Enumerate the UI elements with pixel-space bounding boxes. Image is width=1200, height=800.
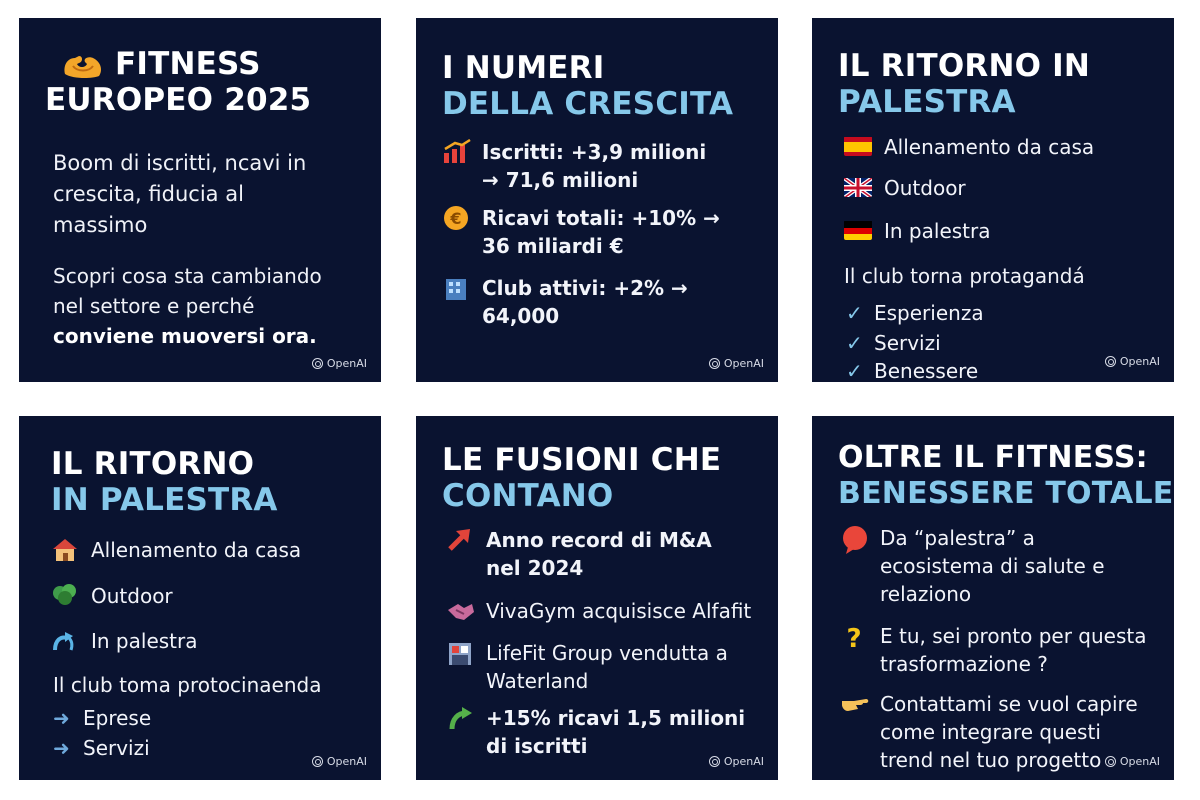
list-item: € Ricavi totali: +10% → 36 miliardi € <box>442 204 742 260</box>
title-line2: PALESTRA <box>838 84 1016 120</box>
title-line2: IN PALESTRA <box>51 482 278 518</box>
list-item: Club attivi: +2% → 64,000 <box>442 274 742 330</box>
svg-text:?: ? <box>846 624 862 651</box>
flexed-biceps-icon <box>61 52 105 80</box>
title-line1: IL RITORNO IN <box>838 48 1091 84</box>
germany-flag-icon <box>844 218 874 244</box>
title-line2: DELLA CRESCITA <box>442 86 734 122</box>
card-title <box>442 442 768 514</box>
card-numeri-crescita <box>416 18 778 382</box>
list-item: Allenamento da casa <box>844 133 1164 161</box>
checkmark-icon: ✓ <box>846 359 863 382</box>
cta-text: Scopri cosa sta cambiando nel settore e perché <box>53 264 322 318</box>
card-fusioni <box>416 416 778 780</box>
openai-logo-icon <box>1105 356 1116 367</box>
check-item: ✓ Servizi <box>846 331 941 355</box>
list-item: Allenamento da casa <box>51 536 371 564</box>
openai-footer: OpenAI <box>709 755 764 768</box>
openai-logo-icon <box>312 358 323 369</box>
building-icon <box>442 275 472 301</box>
running-arrows-icon <box>51 628 81 654</box>
question-mark-icon <box>840 623 870 649</box>
checkmark-icon: ✓ <box>846 301 863 325</box>
handshake-icon <box>446 598 476 624</box>
list-item: In palestra <box>51 627 371 655</box>
title-line2: CONTANO <box>442 478 614 514</box>
check-item: ✓ Esperienza <box>846 301 984 325</box>
list-item: Iscritti: +3,9 milioni → 71,6 milioni <box>442 138 712 194</box>
title-line2: BENESSERE TOTALE <box>838 476 1174 511</box>
euro-coin-icon <box>442 205 472 231</box>
list-item: +15% ricavi 1,5 milioni di iscritti <box>446 704 746 760</box>
card-title <box>51 446 371 518</box>
green-arrow-up-icon <box>446 705 476 731</box>
card-ritorno-palestra-a <box>812 18 1174 382</box>
arrow-right-icon: ➜ <box>53 706 70 730</box>
openai-logo-icon <box>709 756 720 767</box>
title-line1: I NUMERI <box>442 50 605 86</box>
list-item: VivaGym acquisisce Alfafit <box>446 597 776 625</box>
svg-text:€: € <box>450 209 462 228</box>
openai-logo-icon <box>709 358 720 369</box>
openai-footer: OpenAI <box>1105 355 1160 368</box>
list-item: Contattami se vuol capire come integrare questi trend nel tuo progetto <box>840 690 1160 774</box>
card-ritorno-palestra-b <box>19 416 381 780</box>
list-item: Da “palestra” a ecosistema di salute e relaziono <box>840 524 1120 608</box>
card-title <box>838 48 1164 120</box>
title-line1: LE FUSIONI CHE <box>442 442 722 478</box>
bar-chart-up-icon <box>442 139 472 165</box>
checkmark-icon: ✓ <box>846 331 863 355</box>
card-note: Il club torna protagandá <box>844 264 1085 288</box>
title-line1: OLTRE IL FITNESS: <box>838 440 1148 475</box>
card-note: Il club toma protocinaenda <box>53 673 322 697</box>
list-item: ? E tu, sei pronto per questa trasformazione ? <box>840 622 1160 678</box>
list-item: Outdoor <box>51 582 371 610</box>
card-title <box>838 440 1174 512</box>
uk-flag-icon <box>844 175 874 201</box>
check-item: ✓ Benessere <box>846 357 978 382</box>
card-benessere-totale <box>812 416 1174 780</box>
red-arrow-up-icon <box>446 527 476 553</box>
pointing-hand-icon <box>840 691 870 717</box>
openai-footer: OpenAI <box>709 357 764 370</box>
title-line1: IL RITORNO <box>51 446 255 482</box>
gym-building-icon <box>446 640 476 666</box>
card-subtitle: Boom di iscritti, ncavi in crescita, fiducia al massimo <box>53 151 307 237</box>
card-title <box>45 46 371 118</box>
arrow-right-icon: ➜ <box>53 736 70 760</box>
openai-footer: OpenAI <box>312 357 367 370</box>
openai-footer: OpenAI <box>1105 755 1160 768</box>
list-item: Outdoor <box>844 174 1164 202</box>
card-title <box>442 50 768 122</box>
arrow-item: ➜ Eprese <box>53 706 152 730</box>
list-item: LifeFit Group vendutta a Waterland <box>446 639 766 695</box>
list-item: Anno record di M&A nel 2024 <box>446 526 746 582</box>
house-icon <box>51 537 81 563</box>
arrow-item: ➜ Servizi <box>53 736 150 760</box>
speech-bubble-icon <box>840 525 870 551</box>
title-line2: EUROPEO 2025 <box>45 82 312 118</box>
title-line1: FITNESS <box>115 46 261 82</box>
card-cta <box>53 261 353 351</box>
card-fitness-europeo <box>19 18 381 382</box>
openai-logo-icon <box>312 756 323 767</box>
openai-logo-icon <box>1105 756 1116 767</box>
tree-icon <box>51 583 81 609</box>
openai-footer: OpenAI <box>312 755 367 768</box>
spain-flag-icon <box>844 134 874 160</box>
cta-bold: conviene muoversi ora. <box>53 324 317 348</box>
list-item: In palestra <box>844 217 1164 245</box>
